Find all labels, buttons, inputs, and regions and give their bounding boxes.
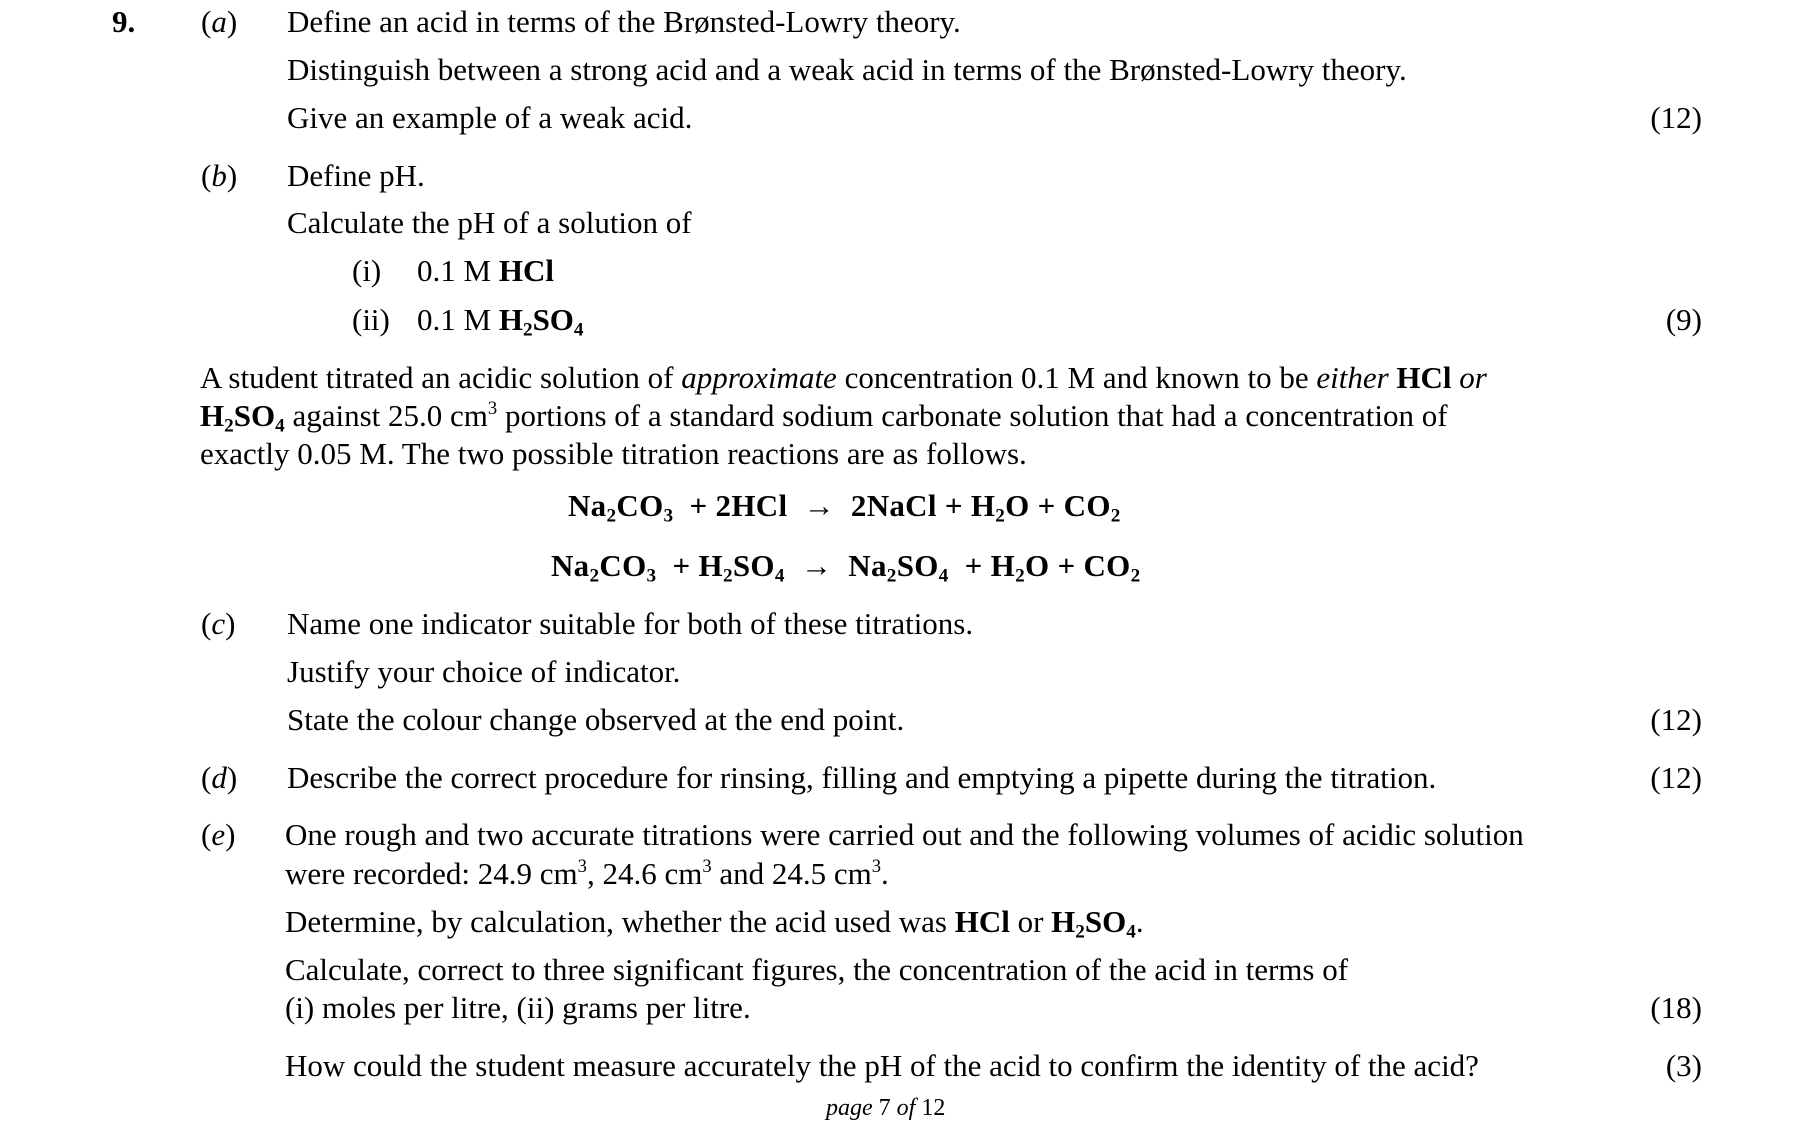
part-e-label: (e) [201,817,236,852]
part-e-line-2: were recorded: 24.9 $cm^3$, 24.6 $cm^3$ and 24.5 $cm^3$. [285,855,889,891]
part-e-line-4: Calculate, correct to three significant figures, the concentration of the acid in terms of [285,952,1349,987]
part-b-line-2: Calculate the pH of a solution of [287,205,692,240]
part-d-label: (d) [201,760,238,795]
part-b-item-ii-num: (ii) [352,302,390,337]
part-e-marks-2: (3) [1665,1048,1702,1083]
question-number: 9. [112,4,136,39]
part-c-label: (c) [201,606,236,641]
stem-line-3: exactly 0.05 M. The two possible titration reactions are as follows. [200,436,1027,471]
part-b-item-ii: 0.1 M $H_2SO_4$ [417,302,584,341]
part-b-item-i-num: (i) [352,253,382,288]
part-c-line-1: Name one indicator suitable for both of these titrations. [287,606,974,641]
stem-line-1: A student titrated an acidic solution of approximate concentration 0.1 M and known to be either HCl or [200,360,1487,395]
part-e-marks-1: (18) [1650,990,1702,1025]
part-b-label: (b) [201,158,238,193]
part-c-marks: (12) [1650,702,1702,737]
part-a-line-3: Give an example of a weak acid. [287,100,693,135]
reaction-arrow-icon: → [803,488,835,523]
part-b-marks: (9) [1665,302,1702,337]
part-e-line-3: Determine, by calculation, whether the acid used was HCl or $H_2SO_4$. [285,904,1144,943]
part-d-line-1: Describe the correct procedure for rinsing, filling and emptying a pipette during the titration. [287,760,1437,795]
reaction-arrow-icon: → [800,548,833,583]
part-d-marks: (12) [1650,760,1702,795]
part-a-line-1: Define an acid in terms of the Brønsted-Lowry theory. [287,4,961,39]
part-a-marks: (12) [1650,100,1702,135]
part-b-line-1: Define pH. [287,158,425,193]
part-b-item-i: 0.1 M HCl [417,253,554,288]
part-a-label: (a) [201,4,238,39]
part-e-line-5: (i) moles per litre, (ii) grams per litre. [285,990,751,1025]
page-footer: page 7 of 12 [826,1095,946,1121]
part-a-line-2: Distinguish between a strong acid and a weak acid in terms of the Brønsted-Lowry theory. [287,52,1407,87]
part-c-line-3: State the colour change observed at the end point. [287,702,905,737]
equation-2: $Na_2CO_3 + H_2SO_4 \to Na_2SO_4 + H_2O + CO_2$ [551,548,1141,587]
part-c-line-2: Justify your choice of indicator. [287,654,681,689]
stem-line-2: $H_2SO_4$ against 25.0 $cm^3$ portions of a standard sodium carbonate solution that had a concentration of [200,397,1448,437]
part-e-line-1: One rough and two accurate titrations were carried out and the following volumes of acidic solution [285,817,1524,852]
equation-1: $Na_2CO_3 + 2HCl$ → 2NaCl + $H_2O + CO_2$ [568,488,1121,527]
part-e-line-6: How could the student measure accurately the pH of the acid to confirm the identity of the acid? [285,1048,1479,1083]
